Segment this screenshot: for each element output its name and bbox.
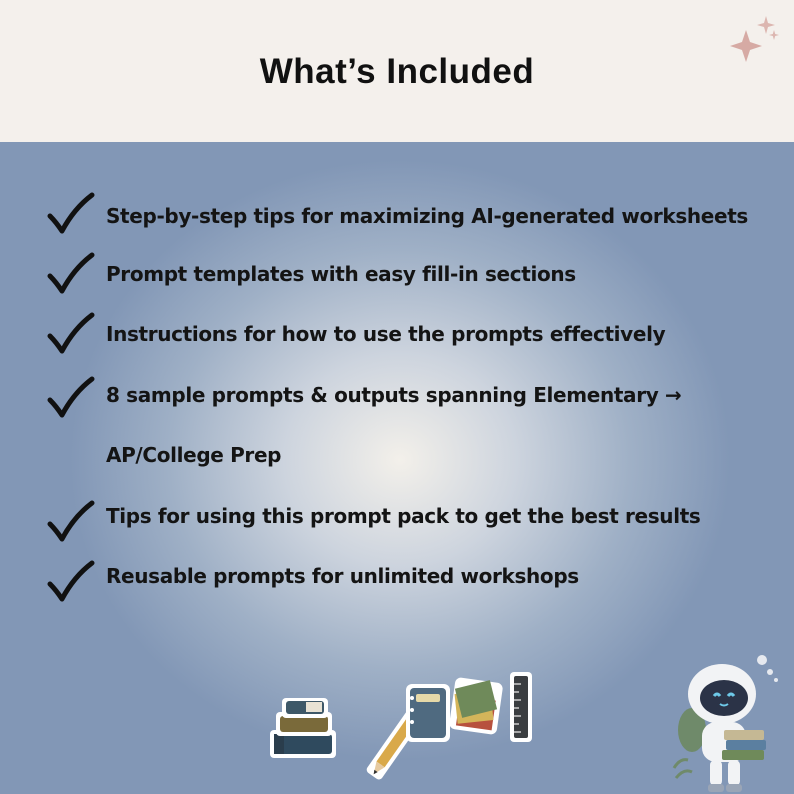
list-item-text: Reusable prompts for unlimited workshops bbox=[106, 564, 579, 588]
list-item-text: Prompt templates with easy fill-in sections bbox=[106, 262, 576, 286]
header-band bbox=[0, 0, 794, 142]
school-supplies-illustration bbox=[266, 672, 542, 792]
book-stack-icon bbox=[270, 698, 336, 758]
list-item-text: Step-by-step tips for maximizing AI-generated worksheets bbox=[106, 204, 748, 228]
ruler-icon bbox=[510, 672, 532, 742]
checkmark-icon bbox=[46, 252, 96, 296]
robot-mascot-icon bbox=[666, 648, 790, 794]
sparkle-icon bbox=[728, 12, 784, 68]
content-panel bbox=[0, 142, 794, 794]
checkmark-icon bbox=[46, 500, 96, 544]
checkmark-icon bbox=[46, 192, 96, 236]
list-item-text: Instructions for how to use the prompts effectively bbox=[106, 322, 666, 346]
list-item-text: 8 sample prompts & outputs spanning Elementary → bbox=[106, 383, 682, 407]
paper-stack-icon bbox=[449, 677, 504, 735]
checkmark-icon bbox=[46, 376, 96, 420]
checkmark-icon bbox=[46, 312, 96, 356]
checkmark-icon bbox=[46, 560, 96, 604]
notebook-icon bbox=[406, 684, 450, 742]
list-item-text: Tips for using this prompt pack to get the best results bbox=[106, 504, 701, 528]
page-title: What’s Included bbox=[259, 52, 535, 91]
list-item-continuation: AP/College Prep bbox=[106, 443, 282, 467]
